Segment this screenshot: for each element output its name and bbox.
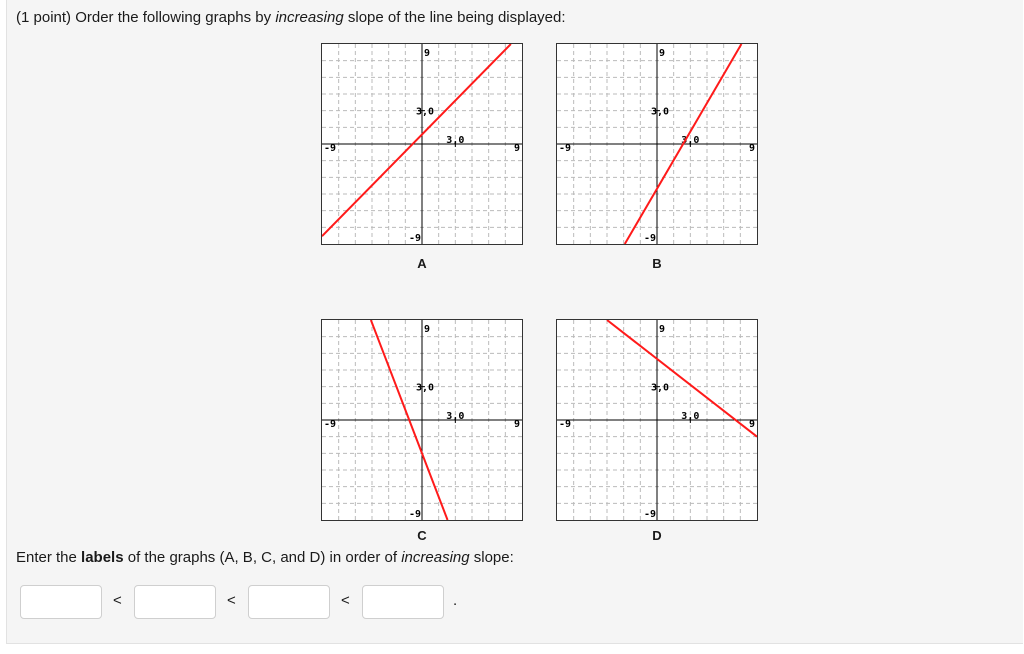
- instruction-emphasis: increasing: [401, 549, 470, 566]
- x-max-label: 9: [748, 419, 755, 430]
- x-mid-label: 3,0: [681, 411, 700, 422]
- graph-d-label: D: [652, 528, 662, 543]
- question-text: [16, 9, 566, 27]
- question-points: (1 point): [16, 9, 72, 26]
- y-min-label: -9: [408, 233, 421, 244]
- x-min-label: -9: [559, 143, 572, 154]
- less-than-1: <: [113, 592, 122, 609]
- graph-a: [321, 43, 523, 245]
- y-mid-label: 3,0: [650, 106, 670, 118]
- graph-a-plot: [322, 44, 522, 244]
- y-max-label: 9: [659, 48, 666, 59]
- y-max-label: 9: [424, 324, 431, 335]
- instruction-before: Enter the: [16, 549, 82, 566]
- instruction-bold: labels: [81, 549, 124, 566]
- x-max-label: 9: [513, 419, 520, 430]
- answer-input-1[interactable]: [20, 585, 102, 619]
- graph-d-plot: [557, 320, 757, 520]
- y-min-label: -9: [408, 509, 421, 520]
- answer-input-4[interactable]: [362, 585, 444, 619]
- y-min-label: -9: [643, 509, 656, 520]
- graph-c: [321, 319, 523, 521]
- x-min-label: -9: [324, 143, 337, 154]
- y-mid-label: 3,0: [415, 382, 435, 394]
- x-mid-label: 3,0: [681, 135, 700, 146]
- answer-period: .: [453, 592, 458, 609]
- instruction-text: [16, 549, 514, 567]
- question-text-before: Order the following graphs by: [71, 9, 276, 26]
- x-min-label: -9: [324, 419, 337, 430]
- x-mid-label: 3,0: [446, 135, 465, 146]
- graph-b-label: B: [652, 256, 662, 271]
- answer-input-3[interactable]: [248, 585, 330, 619]
- plotted-line: [322, 44, 511, 236]
- graph-b-plot: [557, 44, 757, 244]
- y-max-label: 9: [424, 48, 431, 59]
- y-min-label: -9: [643, 233, 656, 244]
- y-mid-label: 3,0: [650, 382, 670, 394]
- y-mid-label: 3,0: [415, 106, 435, 118]
- graph-d: [556, 319, 758, 521]
- x-max-label: 9: [513, 143, 520, 154]
- graph-b: [556, 43, 758, 245]
- question-emphasis: increasing: [275, 9, 344, 26]
- instruction-middle: of the graphs (A, B, C, and D) in order of: [123, 549, 402, 566]
- x-max-label: 9: [748, 143, 755, 154]
- less-than-3: <: [341, 592, 350, 609]
- x-min-label: -9: [559, 419, 572, 430]
- graph-c-label: C: [417, 528, 427, 543]
- y-max-label: 9: [659, 324, 666, 335]
- graph-a-label: A: [417, 256, 427, 271]
- question-text-after: slope of the line being displayed:: [343, 9, 566, 26]
- less-than-2: <: [227, 592, 236, 609]
- answer-input-2[interactable]: [134, 585, 216, 619]
- graph-c-plot: [322, 320, 522, 520]
- instruction-after: slope:: [469, 549, 514, 566]
- x-mid-label: 3,0: [446, 411, 465, 422]
